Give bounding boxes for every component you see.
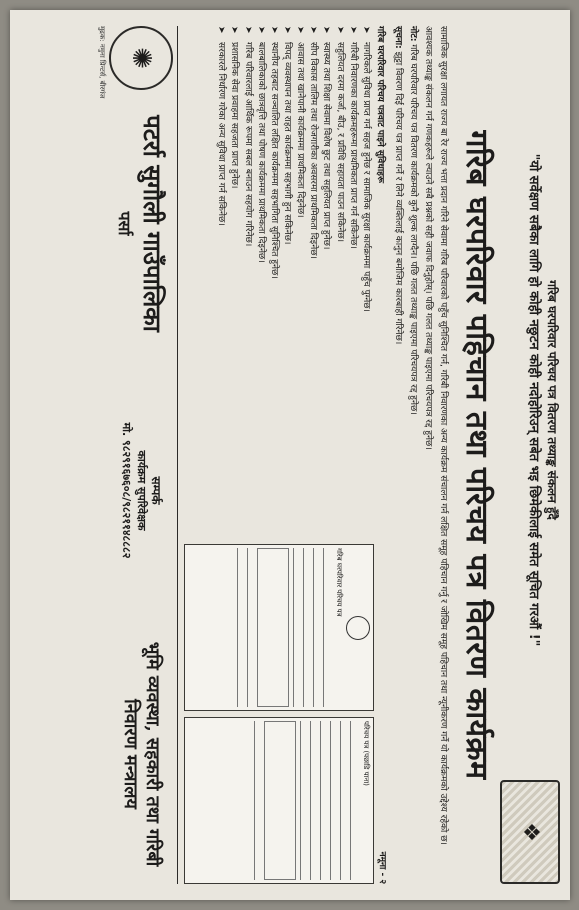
form-line [320, 721, 327, 880]
arrow-icon: ➤ [268, 26, 279, 34]
intro-paragraph: आवश्यक तथ्याङ्क संकलन गर्न गणकहरूले ल्याउने सबै प्रश्नको सही जवाफ दिनुहोस्। पछि गलत तथ्याङ्क पाइएमा परिचयपत्र रद्द हुनेछ। [422, 26, 433, 450]
list-item [241, 26, 253, 532]
seal-icon [345, 616, 369, 640]
form-line [323, 548, 330, 707]
benefit-text: नागरिकले सुविधा प्राप्त गर्न सहज हुनेछ र सामाजिक सुरक्षा कार्यक्रममा पहुँच पुग्नेछ। [360, 42, 371, 312]
arrow-icon: ➤ [281, 26, 292, 34]
form-line [237, 548, 244, 707]
benefit-text: प्रशासनिक सेवा प्रवाहमा सहजता प्राप्त हुनेछ। [228, 42, 239, 189]
ministry-block [118, 624, 163, 884]
list-item [280, 26, 292, 532]
arrow-icon: ➤ [294, 26, 305, 34]
benefit-text: आवास तथा खानेपानी कार्यक्रममा प्राथमिकता दिइनेछ। [294, 42, 305, 218]
notice-label: सूचना: [392, 26, 403, 49]
arrow-icon: ➤ [320, 26, 331, 34]
footer [108, 26, 172, 884]
form-line [340, 721, 347, 880]
benefit-text: सीप विकास तालिम तथा रोजगारीका अवसरमा प्राथमिकता दिइनेछ। [307, 42, 318, 259]
government-emblem-icon: ✺ [108, 26, 172, 90]
list-item [320, 26, 332, 532]
notice-text: झुट्टा विवरण दिई परिचय पत्र प्राप्त गर्ने र लिने व्यक्तिलाई कानुन बमोजिम कारबाही गरिनेछ। [392, 51, 403, 345]
footer-divider [176, 26, 177, 884]
header-text [524, 26, 560, 774]
note-label: नोट: [407, 26, 418, 42]
note-text: गरिब घरपरिवार परिचय पत्र वितरण कार्यक्रमको कुनै शुल्क लाग्दैन। पछि गलत तथ्याङ्क पाइएमा परिचयपत्र रद्द हुनेछ। [407, 44, 418, 415]
form-line [313, 548, 320, 707]
benefit-text: स्वास्थ्य तथा शिक्षा सेवामा विशेष छुट तथा सहुलियत प्राप्त हुनेछ। [320, 42, 331, 250]
signature-box [264, 721, 296, 880]
municipality-name: पटर्रा सुगौली गाउँपालिका [137, 115, 167, 332]
sample-card-back [183, 717, 373, 884]
form-line [293, 548, 300, 707]
form-line [330, 721, 337, 880]
benefits-heading: गरिब घरपरिवार परिचय पत्रवाट पाइने सुविधाहरू [374, 26, 385, 183]
district-name: पर्सा [114, 211, 134, 236]
sample-card-heading: परिचय पत्र (पछाडि पाना) [361, 721, 370, 786]
photo-box [257, 548, 289, 707]
header [498, 26, 560, 884]
benefit-text: सहुलियत दरमा कर्जा, बीउ, र प्रविधि सहायता पाउन सकिनेछ। [334, 42, 345, 243]
arrow-icon: ➤ [242, 26, 253, 34]
benefit-text: बालबालिकाको छात्रवृत्ति तथा पोषण कार्यक्रममा प्राथमिकता दिइनेछ। [255, 42, 266, 263]
notice-line [391, 26, 403, 884]
list-item [228, 26, 240, 532]
municipality-block [113, 90, 167, 357]
contact-role: कार्यक्रम सुपरिवेक्षक [134, 450, 148, 531]
arrow-icon: ➤ [360, 26, 371, 34]
sample-card-front [183, 544, 373, 711]
header-supertitle: गरिब घरपरिवार परिचय पत्र वितरण तथ्याङ्क संकलन हुँदै [544, 280, 559, 520]
benefit-text: गरिबी निवारणका कार्यक्रमहरूमा प्राथमिकता प्राप्त गर्न सकिनेछ। [347, 42, 358, 249]
form-line [254, 721, 261, 880]
arrow-icon: ➤ [255, 26, 266, 34]
benefits-list [215, 26, 372, 532]
note-line [407, 26, 419, 884]
form-line [303, 548, 310, 707]
arrow-icon: ➤ [347, 26, 358, 34]
form-line [350, 721, 357, 880]
list-item [215, 26, 227, 532]
form-line [300, 721, 307, 880]
list-item [293, 26, 305, 532]
page-title: गरिब घरपरिवार पहिचान तथा परिचय पत्र वितरण कार्यक्रम [458, 130, 494, 780]
contact-title: सम्पर्क [148, 476, 163, 505]
intro-paragraph: सामाजिक सुरक्षा लगायत राज्य बा रेर राज्य भत्ता प्रदान गरिने सेवामा गरिब परिवारको पहुँच सुनिश्चित गर्न, गरिबी निवारणका अन्य कार्यक्रम संचालन गर्न लक्षित समूह पहिचान गर्नु र जोखिम समूह पहिचान तथा न्यूनीकरण गर्ने यो कार्यक्रमको उद्देश्य रहेको छ। [438, 26, 448, 845]
contact-block [117, 357, 163, 624]
list-item [307, 26, 319, 532]
benefits-section [183, 26, 387, 532]
header-ornament-wrap [500, 774, 560, 884]
benefit-text: सरकारले निर्धारण गरेका अन्य सुविधा प्राप्त गर्न सकिनेछ। [215, 42, 226, 226]
arrow-icon: ➤ [307, 26, 318, 34]
form-line [310, 721, 317, 880]
list-item [333, 26, 345, 532]
benefit-text: गरिब परिवारलाई आर्थिक रूपमा सबल बनाउन सहयोग गरिनेछ। [242, 42, 253, 247]
arrow-icon: ➤ [215, 26, 226, 34]
content-area [183, 26, 387, 884]
list-item [267, 26, 279, 532]
ministry-name: भूमि व्यवस्था, सहकारी तथा गरिबी निवारण मन्त्रालय [119, 641, 163, 867]
header-slogan: "यो सर्वेक्षण सबैका लागि हो कोही नछुटन कोही नदोहोरिउन् सबेत भइ छिमेकीलाई समेत सूचित गरऔं !" [525, 153, 541, 647]
list-item [346, 26, 358, 532]
benefit-text: विपद् व्यवस्थापन तथा राहत कार्यक्रममा सहभागी हुन सकिनेछ। [281, 42, 292, 245]
sample-card-grid [183, 544, 373, 884]
arrow-icon: ➤ [334, 26, 345, 34]
notice-page [10, 10, 570, 900]
print-info: मुद्रक: नमुना प्रिन्टर्स, बीरगंज [97, 26, 106, 99]
sample-card-heading: गरिब घरपरिवार परिचय पत्र [334, 548, 343, 617]
form-line [247, 548, 254, 707]
list-item [254, 26, 266, 532]
sample-caption: नमूना - २ [376, 851, 387, 884]
benefit-text: स्थानीय तहबाट सञ्चालित लक्षित कार्यक्रममा सहभागिता सुनिश्चित हुनेछ। [268, 42, 279, 279]
house-illustration-icon: ❖ [500, 780, 560, 884]
list-item [359, 26, 371, 532]
contact-phone: मो. ९८२९१६७६०८/९८२११४८८८२ [119, 422, 133, 559]
sample-card-section [183, 544, 387, 884]
arrow-icon: ➤ [228, 26, 239, 34]
